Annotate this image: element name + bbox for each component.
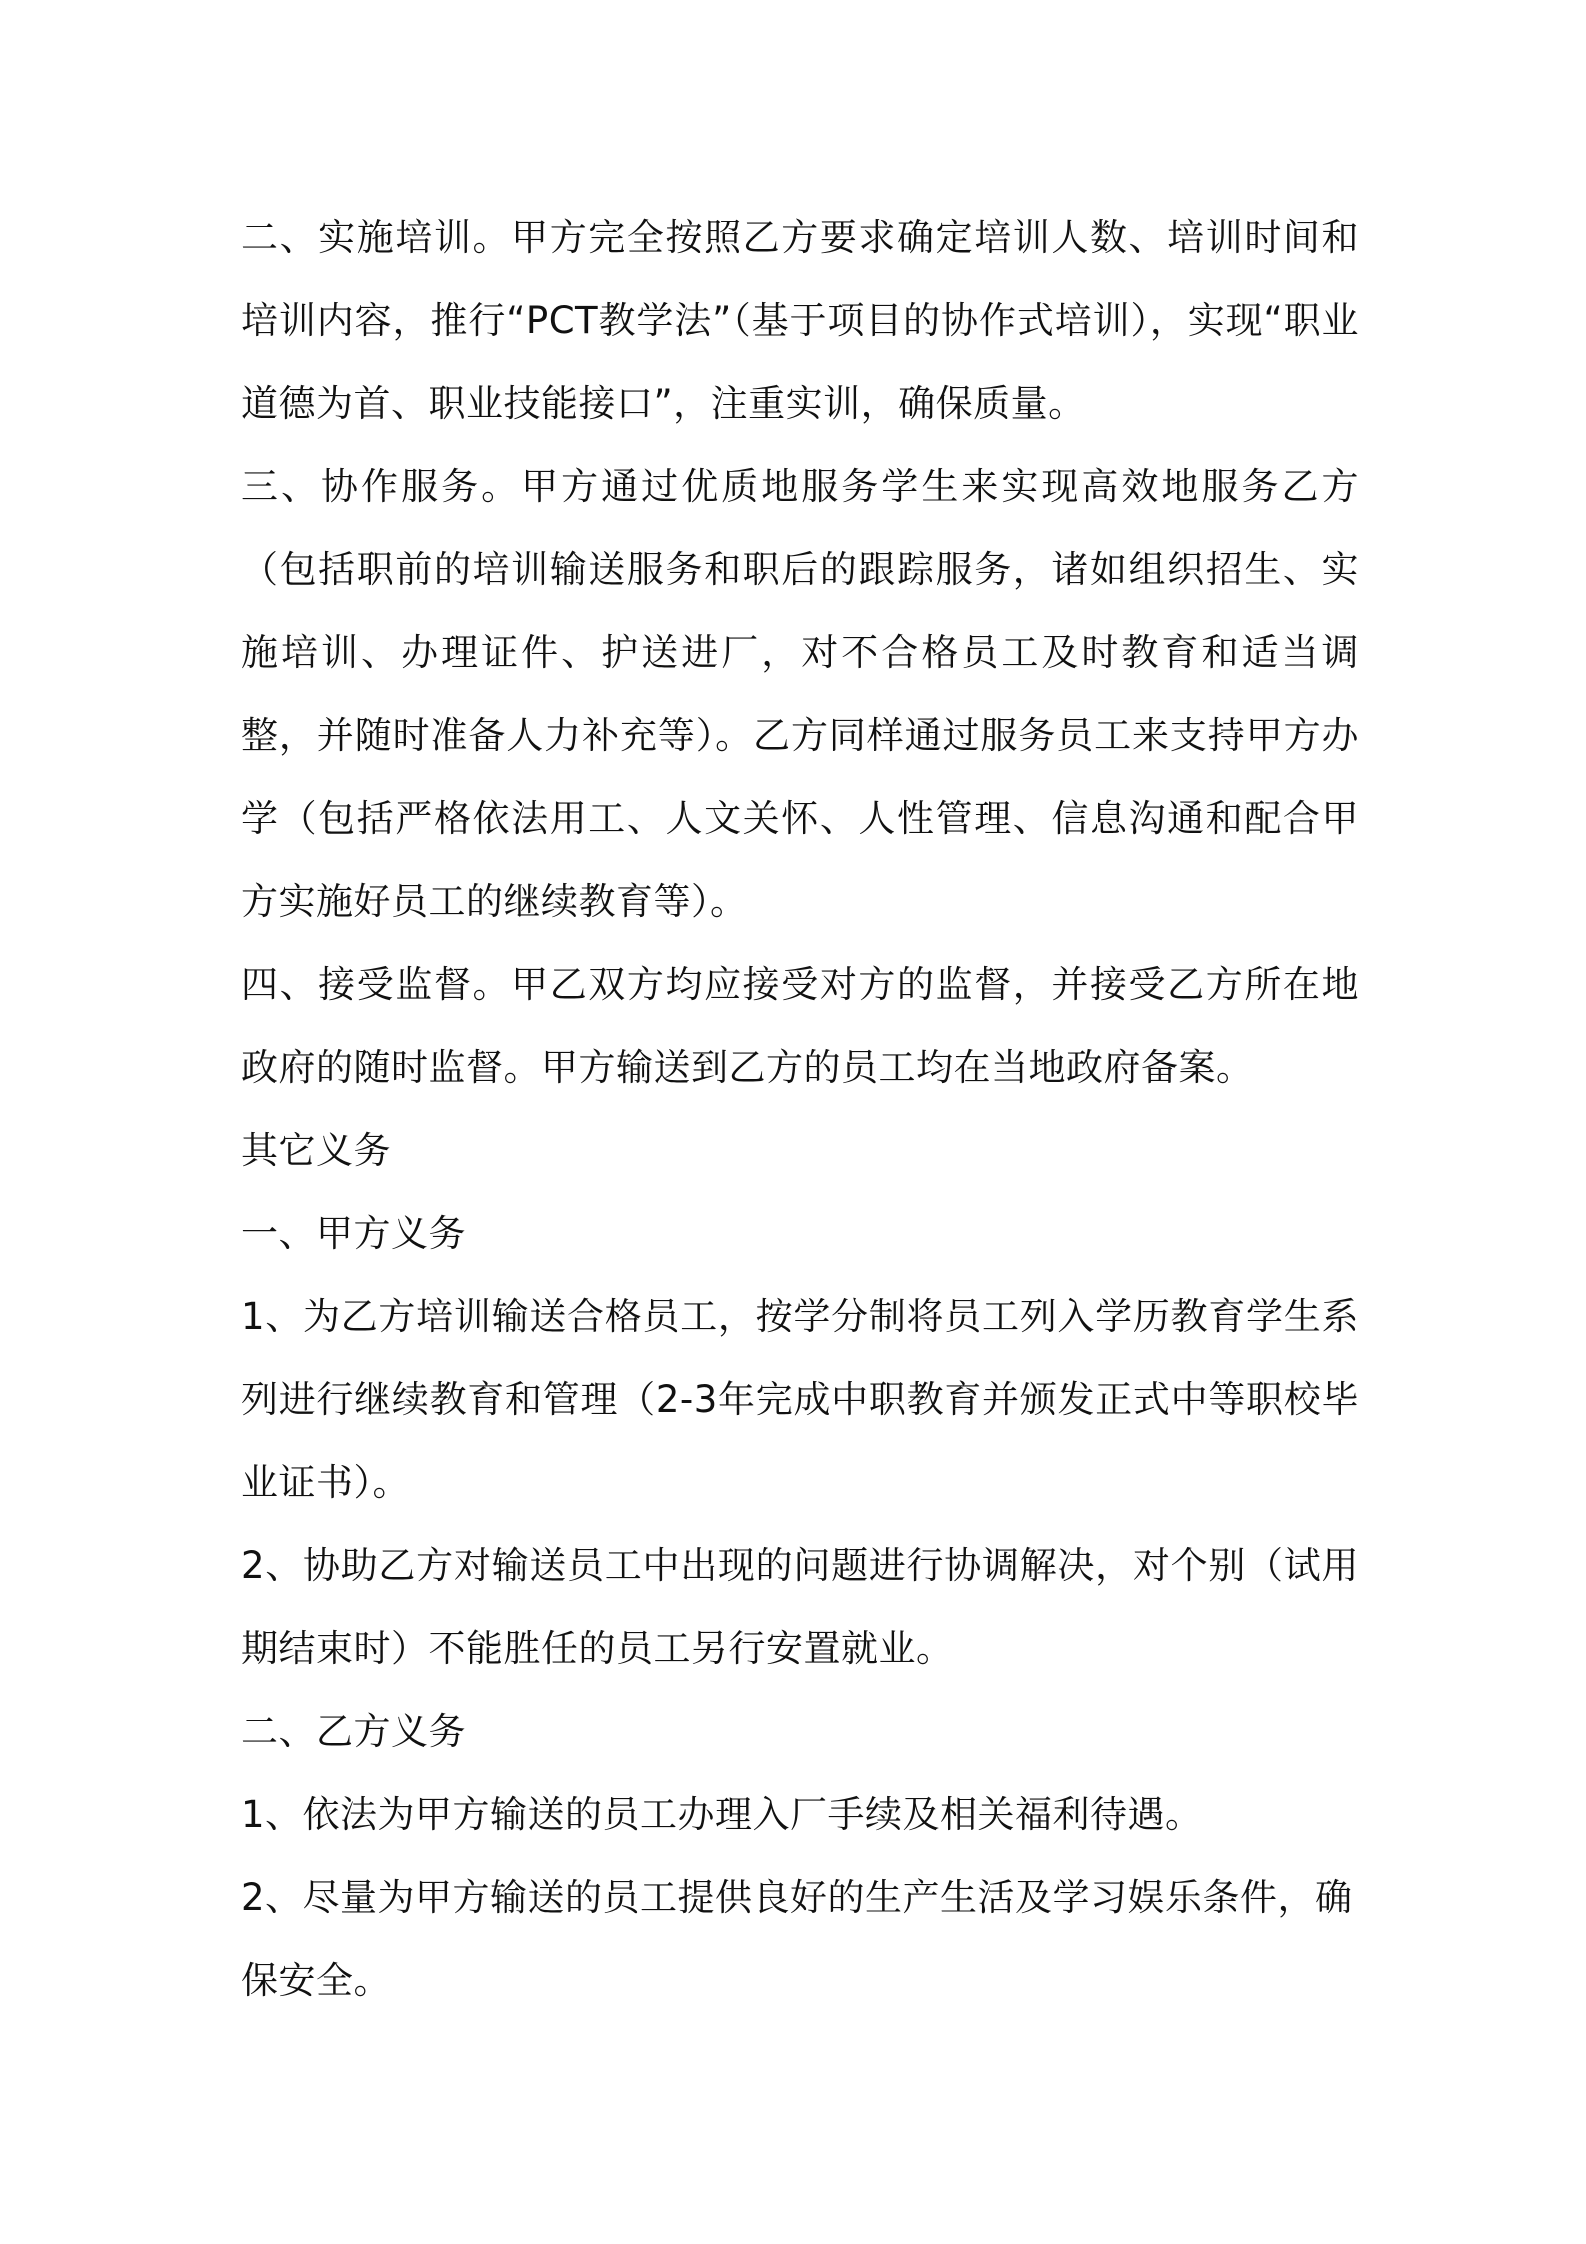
heading-other-obligations: 其它义务 bbox=[241, 1129, 391, 1172]
document-body bbox=[241, 196, 1359, 2022]
paragraph-supervision: 四、接受监督。甲乙双方均应接受对方的监督，并接受乙方所在地政府的随时监督。甲方输送到乙方的员工均在当地政府备案。 bbox=[241, 963, 1359, 1089]
paragraph-party-b-item-1: 1、依法为甲方输送的员工办理入厂手续及相关福利待遇。 bbox=[241, 1793, 1203, 1836]
paragraph-cooperation-service: 三、协作服务。甲方通过优质地服务学生来实现高效地服务乙方（包括职前的培训输送服务和职后的跟踪服务，诸如组织招生、实施培训、办理证件、护送进厂，对不合格员工及时教育和适当调整，并随时准备人力补充等）。乙方同样通过服务员工来支持甲方办学（包括严格依法用工、人文关怀、人性管理、信息沟通和配合甲方实施好员工的继续教育等）。 bbox=[241, 465, 1359, 923]
heading-party-a-obligations: 一、甲方义务 bbox=[241, 1212, 466, 1255]
paragraph-party-a-item-2: 2、协助乙方对输送员工中出现的问题进行协调解决，对个别（试用期结束时）不能胜任的员工另行安置就业。 bbox=[241, 1544, 1359, 1670]
heading-party-b-obligations: 二、乙方义务 bbox=[241, 1710, 466, 1753]
paragraph-party-a-item-1: 1、为乙方培训输送合格员工，按学分制将员工列入学历教育学生系列进行继续教育和管理（2-3年完成中职教育并颁发正式中等职校毕业证书）。 bbox=[241, 1295, 1359, 1504]
paragraph-implement-training: 二、实施培训。甲方完全按照乙方要求确定培训人数、培训时间和培训内容，推行“PCT教学法”（基于项目的协作式培训），实现“职业道德为首、职业技能接口”，注重实训，确保质量。 bbox=[241, 216, 1359, 425]
paragraph-party-b-item-2: 2、尽量为甲方输送的员工提供良好的生产生活及学习娱乐条件，确保安全。 bbox=[241, 1876, 1353, 2002]
